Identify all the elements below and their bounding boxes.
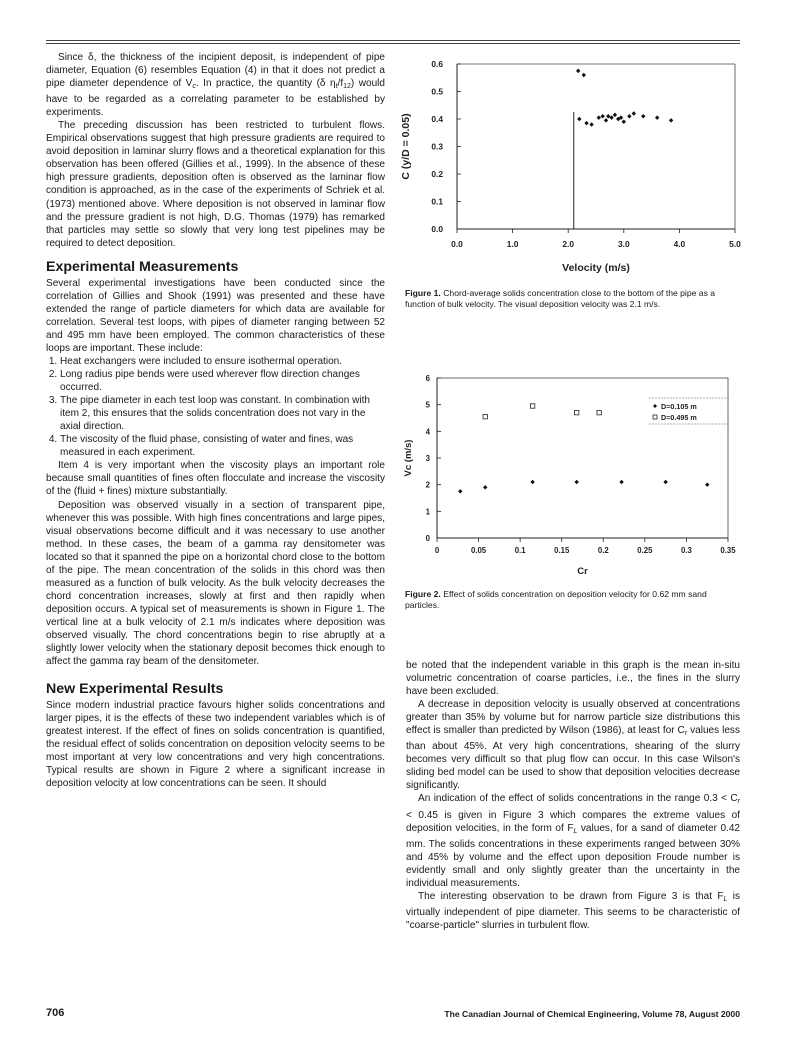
right-column bbox=[406, 659, 740, 932]
top-rule-thin bbox=[46, 43, 740, 44]
y-axis-label: Vc (m/s) bbox=[403, 439, 414, 477]
data-point bbox=[582, 73, 586, 77]
data-point bbox=[576, 69, 580, 73]
x-tick-label: 0.1 bbox=[514, 546, 526, 555]
list-item: 2. Long radius pipe bends were used wherever flow direction changes occurred. bbox=[60, 368, 385, 394]
journal-footer: The Canadian Journal of Chemical Engineering, Volume 78, August 2000 bbox=[444, 1009, 740, 1019]
left-column bbox=[46, 51, 385, 790]
list-item: 1. Heat exchangers were included to ensure isothermal operation. bbox=[60, 355, 385, 368]
page-number: 706 bbox=[46, 1007, 65, 1019]
x-tick-label: 4.0 bbox=[673, 239, 686, 249]
data-point bbox=[584, 121, 588, 125]
left-paragraph-5: Deposition was observed visually in a section of transparent pipe, whenever this was possible. With high fines concentrations and large pipes, visual observations become difficult and it was necessary to use another method. In these cases, the beam of a gamma ray densitometer was located so that it spanned the pipe on a horizontal chord close to the bottom of the pipe. The mean concentration of the solids in this chord was then measured as a function of bulk velocity. As the bulk velocity decreases the chord concentration increases, slowly at first and then rapidly when deposition occurs. A typical set of measurements is shown in Figure 1. The vertical line at a bulk velocity of 2.1 m/s indicates where deposition was observed visually. The chord concentrations begin to rise abruptly at a slightly lower velocity when the stationary deposit becomes thick enough to affect the gamma ray beam of the densitometer. bbox=[46, 499, 385, 668]
x-tick-label: 0.15 bbox=[554, 546, 570, 555]
data-point bbox=[641, 114, 645, 118]
left-paragraph-1: Since δ, the thickness of the incipient deposit, is independent of pipe diameter, Equation (6) resembles Equation (4) in that it does not predict a pipe diameter dependence of $V_c$. In practice, the quantity (δ $\eta_t/f_{12}$) would have to be regarded as a correlating parameter to be established by experiments. bbox=[46, 52, 385, 119]
x-axis-label: Velocity (m/s) bbox=[562, 262, 630, 274]
x-tick-label: 0 bbox=[434, 546, 440, 555]
data-point-d0105 bbox=[663, 480, 667, 484]
top-rule bbox=[46, 40, 740, 41]
y-axis-label: C (y/D = 0.05) bbox=[400, 113, 412, 180]
data-point bbox=[600, 114, 604, 118]
data-point bbox=[613, 113, 617, 117]
y-tick-label: 0.3 bbox=[431, 141, 443, 152]
section-heading-experimental-measurements: Experimental Measurements bbox=[46, 258, 239, 275]
x-tick-label: 0.3 bbox=[681, 546, 692, 555]
x-tick-label: 3.0 bbox=[617, 239, 630, 249]
right-paragraph-3: An indication of the effect of solids concentrations in the range $0.3 < C_r < 0.45$ is given in Figure 3 which compares the extreme values of deposition velocities, in the form of $F_L$ values, for a sand of diameter 0.42 mm. The solids concentrations in these experiments ranged between 30% and 45% by volume and the effect upon deposition Froude number is evidently small and only slightly greater than the uncertainty in the individual measurements. bbox=[406, 793, 741, 889]
figure-1-caption: Figure 1. Chord-average solids concentration close to the bottom of the pipe as a function of bulk velocity. The visual deposition velocity was 2.1 m/s. bbox=[405, 288, 716, 309]
figure-2-caption: Figure 2. Effect of solids concentration on deposition velocity for 0.62 mm sand particles. bbox=[405, 589, 707, 610]
section-heading-new-experimental-results: New Experimental Results bbox=[46, 681, 224, 698]
right-paragraph-4: The interesting observation to be drawn from Figure 3 is that $F_L$ is virtually independent of pipe diameter. This seems to be characteristic of "coarse-particle" slurries in turbulent flow. bbox=[406, 890, 740, 931]
data-point-d0105 bbox=[483, 485, 487, 489]
data-point bbox=[577, 117, 581, 121]
data-point bbox=[604, 118, 608, 122]
right-paragraph-2: A decrease in deposition velocity is usually observed at concentrations greater than 35% by volume but for narrow particle size distributions this effect is smaller than predicted by Wilson (1986), at least for $C_r$ values less than about 45%. At very high concentrations, shearing of the slurry becomes very difficult so that plug flow can occur. In this case Wilson's sliding bed model can be used to show that deposition velocities decrease significantly. bbox=[406, 699, 740, 792]
data-point-d0495 bbox=[574, 410, 578, 414]
y-tick-label: 0.4 bbox=[431, 114, 443, 124]
data-point bbox=[597, 115, 601, 119]
data-point-d0105 bbox=[705, 482, 709, 486]
y-tick-label: 1 bbox=[425, 507, 430, 517]
list-item: 4. The viscosity of the fluid phase, consisting of water and fines, was measured in each experiment. bbox=[60, 433, 385, 459]
x-tick-label: 1.0 bbox=[506, 239, 519, 249]
x-tick-label: 0.0 bbox=[451, 239, 463, 249]
y-tick-label: 6 bbox=[425, 374, 430, 383]
y-tick-label: 4 bbox=[425, 427, 430, 437]
y-tick-label: 0.5 bbox=[431, 86, 443, 97]
x-tick-label: 0.35 bbox=[720, 546, 736, 555]
x-tick-label: 0.2 bbox=[597, 546, 609, 555]
data-point-d0495 bbox=[483, 414, 487, 418]
y-tick-label: 5 bbox=[425, 400, 430, 410]
x-tick-label: 5.0 bbox=[729, 239, 741, 249]
y-tick-label: 0.0 bbox=[431, 224, 443, 234]
left-paragraph-3: Several experimental investigations have been conducted since the correlation of Gillies and Shook (1991) was presented and these have extended the range of particle diameters for which data are available for correlation. Several test loops, with pipes of diameter ranging between 52 and 495 mm have been employed. The common characteristics of these loops are important. These include: bbox=[46, 277, 385, 354]
characteristics-list bbox=[46, 355, 385, 459]
legend-label: D=0.495 m bbox=[661, 413, 697, 422]
data-point-d0495 bbox=[597, 410, 601, 414]
data-point bbox=[622, 120, 626, 124]
y-tick-label: 0.6 bbox=[431, 59, 443, 69]
data-point bbox=[632, 111, 636, 115]
y-tick-label: 2 bbox=[425, 480, 430, 490]
y-tick-label: 0 bbox=[425, 534, 430, 543]
y-tick-label: 3 bbox=[425, 454, 430, 463]
data-point bbox=[655, 115, 659, 119]
y-tick-label: 0.1 bbox=[431, 196, 443, 207]
data-point-d0105 bbox=[458, 489, 462, 493]
data-point-d0105 bbox=[619, 480, 623, 484]
x-axis-label: Cr bbox=[577, 566, 588, 577]
left-paragraph-2: The preceding discussion has been restricted to turbulent flows. Empirical observations suggest that high pressure gradients are required to avoid deposition in laminar slurry flows and a theoretical explanation for this observation has been offered (Gillies et al., 1999). In the absence of these high pressure gradients, deposition often is observed as the laminar flow condition is approached, as in the case of the experiments of Schriek et al. (1973) mentioned above. Where deposition is not observed in laminar flow and the pressure gradient is not high, D.G. Thomas (1979) has remarked that particles may settle so slowly that very long test pipelines may be required to detect deposition. bbox=[46, 120, 385, 249]
legend-diamond-marker bbox=[653, 404, 657, 408]
data-point-d0105 bbox=[574, 480, 578, 484]
data-point bbox=[669, 118, 673, 122]
data-point-d0105 bbox=[530, 480, 534, 484]
data-point bbox=[589, 122, 593, 126]
y-tick-label: 0.2 bbox=[431, 169, 443, 179]
legend-label: D=0.105 m bbox=[661, 402, 697, 411]
figure-2-chart bbox=[395, 368, 745, 583]
right-paragraph-1: be noted that the independent variable in this graph is the mean in-situ volumetric concentration of coarse particles, i.e., the fines in the slurry have been excluded. bbox=[406, 660, 740, 698]
legend-square-marker bbox=[653, 415, 657, 419]
left-paragraph-6: Since modern industrial practice favours higher solids concentrations and larger pipes, it is the effects of these two independent variables which is of greatest interest. If the effect of fines on solids concentration is quantified, the residual effect of solids concentration on deposition velocity seems to be most important at very low concentrations and very high concentrations. Typical results are shown in Figure 2 where a significant increase in deposition velocity at low concentrations can be seen. It should bbox=[46, 700, 385, 790]
data-point bbox=[627, 114, 631, 118]
x-tick-label: 0.05 bbox=[470, 546, 487, 555]
data-point-d0495 bbox=[530, 404, 534, 408]
x-tick-label: 0.25 bbox=[637, 546, 653, 555]
x-tick-label: 2.0 bbox=[562, 239, 575, 249]
list-item: 3. The pipe diameter in each test loop was constant. In combination with item 2, this ensures that the solids concentration does not vary in the axial direction. bbox=[60, 394, 385, 433]
figure-1-chart bbox=[395, 52, 745, 282]
left-paragraph-4: Item 4 is very important when the viscosity plays an important role because small quantities of fines often flocculate and increase the viscosity of the (fluid + fines) mixture substantially. bbox=[46, 460, 385, 498]
